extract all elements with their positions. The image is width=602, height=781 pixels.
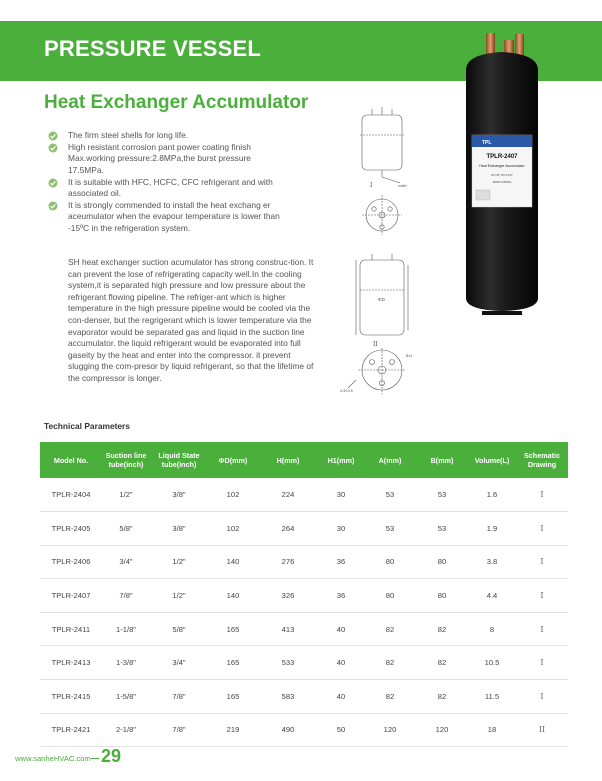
- table-cell: 1-3/8": [102, 646, 150, 680]
- table-cell: 82: [364, 646, 416, 680]
- table-cell: 102: [208, 512, 258, 546]
- table-cell: 7/8": [150, 680, 208, 714]
- schematic-i-top-view: [362, 195, 402, 235]
- table-cell: II: [516, 713, 568, 747]
- table-cell: 53: [416, 478, 468, 512]
- check-bullet-icon: [48, 201, 58, 211]
- copper-port: [515, 34, 524, 56]
- table-cell: 4.4: [468, 579, 516, 613]
- feature-list: [48, 130, 288, 235]
- table-cell: 120: [416, 713, 468, 747]
- table-cell: 80: [416, 545, 468, 579]
- table-cell: 165: [208, 612, 258, 646]
- table-cell: 533: [258, 646, 318, 680]
- schematic-i-side-view: [360, 107, 404, 183]
- table-cell: 3/4": [102, 545, 150, 579]
- schematic-ii-label: II: [373, 341, 378, 348]
- table-cell: 326: [258, 579, 318, 613]
- label-model-text: TPLR-2407: [486, 154, 518, 160]
- feature-text: High resistant corrosion pant power coating finish Max.working pressure:2.8MPa,the burst pressure 17.5MPa.: [68, 142, 251, 175]
- table-cell: 264: [258, 512, 318, 546]
- table-cell: 11.5: [468, 680, 516, 714]
- table-cell: 82: [364, 612, 416, 646]
- feature-item: [48, 200, 288, 234]
- feature-item: [48, 130, 288, 141]
- schematic-hole-label: 4-Φ10.5: [340, 389, 353, 393]
- schematic-ii-side-view: [356, 254, 408, 335]
- table-row: [40, 713, 568, 747]
- table-cell: 165: [208, 646, 258, 680]
- table-cell: 40: [318, 680, 364, 714]
- table-cell: 10.5: [468, 646, 516, 680]
- label-line1-text: IN:7/8" OUT:1/2": [491, 173, 513, 177]
- table-cell: 53: [364, 478, 416, 512]
- table-cell: 50: [318, 713, 364, 747]
- table-cell: 53: [364, 512, 416, 546]
- table-cell: 82: [416, 646, 468, 680]
- table-cell: 5/8": [102, 512, 150, 546]
- table-cell: 80: [416, 579, 468, 613]
- schematic-i-label: I: [370, 182, 373, 189]
- table-cell: 102: [208, 478, 258, 512]
- table-cell: 3/8": [150, 512, 208, 546]
- label-line2-text: MWP:2.8MPa: [492, 180, 512, 184]
- table-cell: 1-1/8": [102, 612, 150, 646]
- table-cell: 30: [318, 512, 364, 546]
- table-row: [40, 680, 568, 714]
- vessel-base: [482, 311, 522, 315]
- table-cell: 1/2": [102, 478, 150, 512]
- copper-port: [486, 33, 495, 55]
- table-cell: 80: [364, 545, 416, 579]
- table-cell: 1.6: [468, 478, 516, 512]
- feature-text: It is suitable with HFC, HCFC, CFC refrigerant and with associated oil.: [68, 176, 273, 199]
- table-header-row: [40, 442, 568, 478]
- table-cell: 1.9: [468, 512, 516, 546]
- check-bullet-icon: [48, 143, 58, 153]
- column-header: B(mm): [416, 442, 468, 478]
- table-row: [40, 612, 568, 646]
- table-cell: 36: [318, 545, 364, 579]
- column-header: ΦD(mm): [208, 442, 258, 478]
- description-paragraph: SH heat exchanger suction acumulator has strong construc-tion. It can prevent the lose of refrigerating capacity well.In the cooling system,it is separated high pressure and low pressure about the refrigerant flowing pipeline. The refriger-ant which is higher temperature in the high pressure pipeline would be cooled via the con-denser, but the regrigerant which is lower temperature via the evaporator would be separated gas and liquid in the suction line accumulator. the liquid refrigerant would be evaporated into full gaseity by the heat and enter into the compressor. it prevent slugging the com-presor by liquid refrigerant, so that the lifetime of the compressor is longer.: [68, 257, 314, 383]
- table-cell: 140: [208, 579, 258, 613]
- schematic-dia-label: ΦD: [378, 297, 385, 302]
- table-cell: 40: [318, 646, 364, 680]
- table-row: [40, 512, 568, 546]
- table-cell: 3/4": [150, 646, 208, 680]
- table-cell: 7/8": [102, 579, 150, 613]
- table-body: [40, 478, 568, 747]
- table-cell: TPLR-2421: [40, 713, 102, 747]
- table-cell: 7/8": [150, 713, 208, 747]
- check-bullet-icon: [48, 131, 58, 141]
- table-cell: TPLR-2405: [40, 512, 102, 546]
- table-cell: TPLR-2404: [40, 478, 102, 512]
- table-row: [40, 545, 568, 579]
- table-cell: TPLR-2411: [40, 612, 102, 646]
- schematic-b-label: B±4: [406, 354, 413, 358]
- table-cell: 30: [318, 478, 364, 512]
- table-row: [40, 579, 568, 613]
- schematic-drawings: [340, 105, 420, 405]
- page-number: 29: [101, 746, 122, 766]
- table-cell: 80: [364, 579, 416, 613]
- check-bullet-icon: [48, 178, 58, 188]
- label-name-text: Heat Exchanger Accumulator: [479, 164, 525, 168]
- technical-parameters-table: [40, 442, 568, 747]
- feature-text: It is strongly commended to install the heat exchang er aceumulator when the evapour temperature is lower than -15ºC in the refrigeration system.: [68, 200, 280, 233]
- table-cell: I: [516, 612, 568, 646]
- table-cell: I: [516, 478, 568, 512]
- feature-text: The firm steel shells for long life.: [68, 130, 189, 140]
- table-row: [40, 478, 568, 512]
- schematic-ii-top-view: [348, 348, 406, 394]
- table-cell: 490: [258, 713, 318, 747]
- page-title: PRESSURE VESSEL: [44, 36, 261, 61]
- table-cell: 1/2": [150, 545, 208, 579]
- table-cell: TPLR-2413: [40, 646, 102, 680]
- table-row: [40, 646, 568, 680]
- table-cell: 276: [258, 545, 318, 579]
- label-brand-text: TPL: [482, 140, 492, 146]
- table-cell: TPLR-2407: [40, 579, 102, 613]
- table-cell: TPLR-2415: [40, 680, 102, 714]
- label-brand-strip: [472, 135, 532, 147]
- table-cell: 1-5/8": [102, 680, 150, 714]
- column-header: Schematic Drawing: [516, 442, 568, 478]
- column-header: Volume(L): [468, 442, 516, 478]
- table-cell: 82: [364, 680, 416, 714]
- table-cell: 3/8": [150, 478, 208, 512]
- table-cell: 8: [468, 612, 516, 646]
- label-barcode-icon: [476, 190, 490, 200]
- footer-divider: [91, 758, 99, 759]
- column-header: H1(mm): [318, 442, 364, 478]
- feature-item: [48, 177, 288, 199]
- feature-item: [48, 142, 288, 176]
- schematic-outlet-label: outlet: [398, 184, 407, 188]
- table-cell: 140: [208, 545, 258, 579]
- table-cell: 1/2": [150, 579, 208, 613]
- table-cell: 224: [258, 478, 318, 512]
- table-cell: I: [516, 680, 568, 714]
- table-cell: 583: [258, 680, 318, 714]
- table-cell: 5/8": [150, 612, 208, 646]
- table-cell: 413: [258, 612, 318, 646]
- table-cell: 53: [416, 512, 468, 546]
- table-cell: 18: [468, 713, 516, 747]
- footer-website: www.sanheHVAC.com: [15, 754, 91, 763]
- column-header: H(mm): [258, 442, 318, 478]
- table-cell: 2-1/8": [102, 713, 150, 747]
- table-cell: 40: [318, 612, 364, 646]
- product-photo-accumulator: [452, 30, 552, 320]
- column-header: A(mm): [364, 442, 416, 478]
- product-subtitle: Heat Exchanger Accumulator: [44, 92, 309, 113]
- table-cell: 82: [416, 680, 468, 714]
- table-cell: 165: [208, 680, 258, 714]
- table-cell: 36: [318, 579, 364, 613]
- table-cell: 219: [208, 713, 258, 747]
- table-cell: I: [516, 646, 568, 680]
- column-header: Model No.: [40, 442, 102, 478]
- column-header: Suction line tube(inch): [102, 442, 150, 478]
- table-cell: I: [516, 579, 568, 613]
- table-cell: I: [516, 512, 568, 546]
- table-cell: 82: [416, 612, 468, 646]
- table-cell: I: [516, 545, 568, 579]
- table-cell: TPLR-2406: [40, 545, 102, 579]
- table-cell: 120: [364, 713, 416, 747]
- table-cell: 3.8: [468, 545, 516, 579]
- column-header: Liquid State tube(inch): [150, 442, 208, 478]
- technical-parameters-heading: Technical Parameters: [44, 421, 130, 431]
